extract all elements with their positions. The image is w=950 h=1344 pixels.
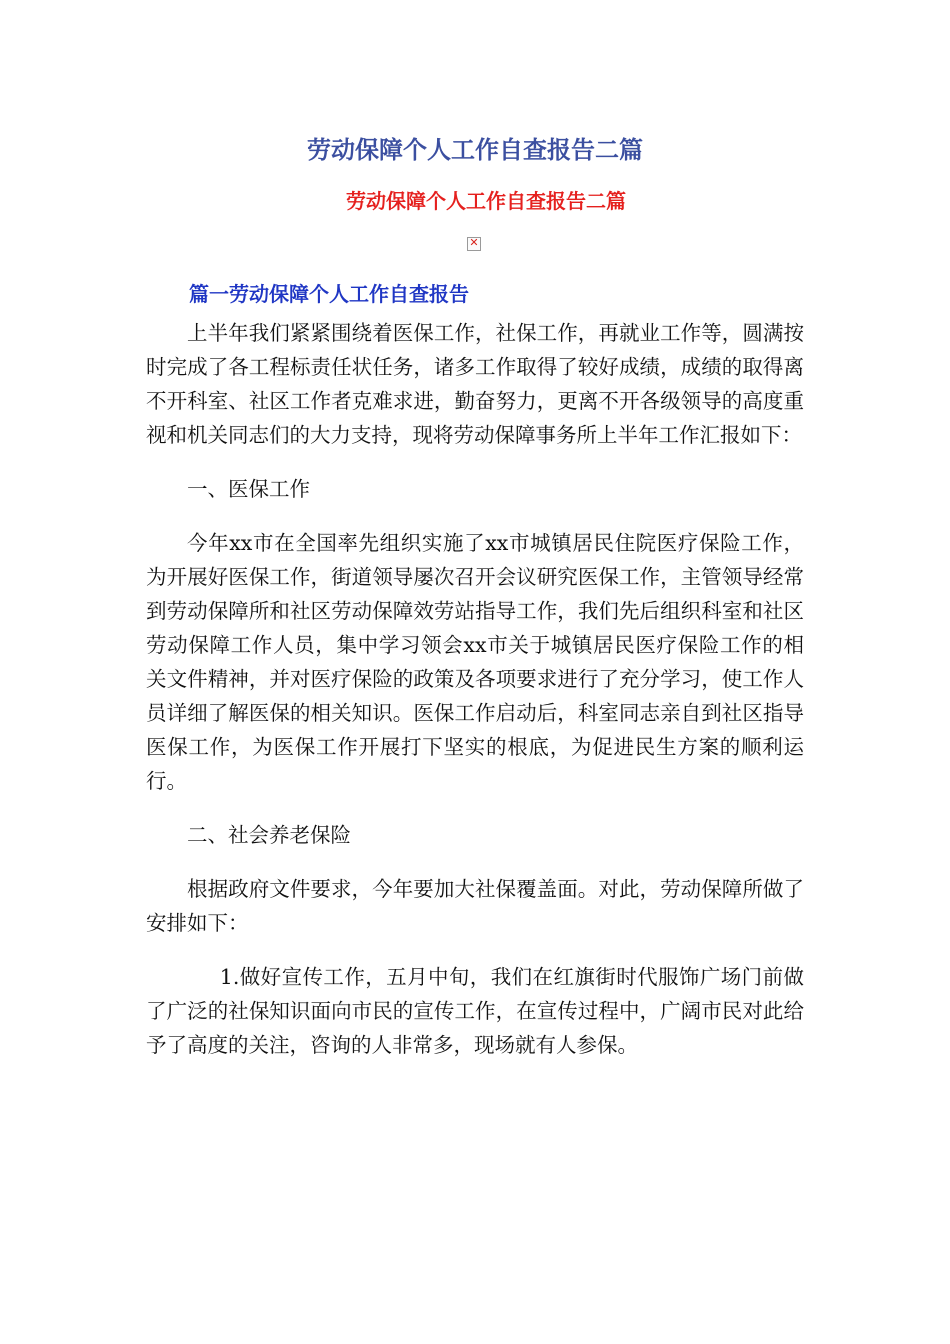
list-item: 1.做好宣传工作，五月中旬，我们在红旗街时代服饰广场门前做了广泛的社保知识面向市民的宣传工作，在宣传过程中，广阔市民对此给予了高度的关注，咨询的人非常多，现场就有人参保。: [146, 965, 804, 1057]
section-heading: 篇一劳动保障个人工作自查报告: [189, 282, 469, 306]
intro-paragraph: 上半年我们紧紧围绕着医保工作，社保工作，再就业工作等，圆满按时完成了各工程标责任状任务，诸多工作取得了较好成绩，成绩的取得离不开科室、社区工作者克难求进，勤奋努力，更离不开各级领导的高度重视和机关同志们的大力支持，现将劳动保障事务所上半年工作汇报如下：: [146, 321, 804, 447]
medical-insurance-paragraph: 今年xx市在全国率先组织实施了xx市城镇居民住院医疗保险工作，为开展好医保工作，街道领导屡次召开会议研究医保工作，主管领导经常到劳动保障所和社区劳动保障效劳站指导工作，我们先后组织科室和社区劳动保障工作人员，集中学习领会xx市关于城镇居民医疗保险工作的相关文件精神，并对医疗保险的政策及各项要求进行了充分学习，使工作人员详细了解医保的相关知识。医保工作启动后，科室同志亲自到社区指导医保工作，为医保工作开展打下坚实的根底，为促进民生方案的顺利运行。: [146, 531, 804, 793]
document-body: [146, 316, 804, 1062]
document-subtitle: 劳动保障个人工作自查报告二篇: [346, 189, 626, 213]
broken-image-icon: ✕: [467, 237, 481, 251]
pension-insurance-paragraph: 根据政府文件要求，今年要加大社保覆盖面。对此，劳动保障所做了安排如下：: [146, 877, 804, 935]
document-title: 劳动保障个人工作自查报告二篇: [307, 136, 643, 164]
heading-pension-insurance: 二、社会养老保险: [187, 823, 351, 847]
heading-medical-insurance: 一、医保工作: [187, 477, 310, 501]
